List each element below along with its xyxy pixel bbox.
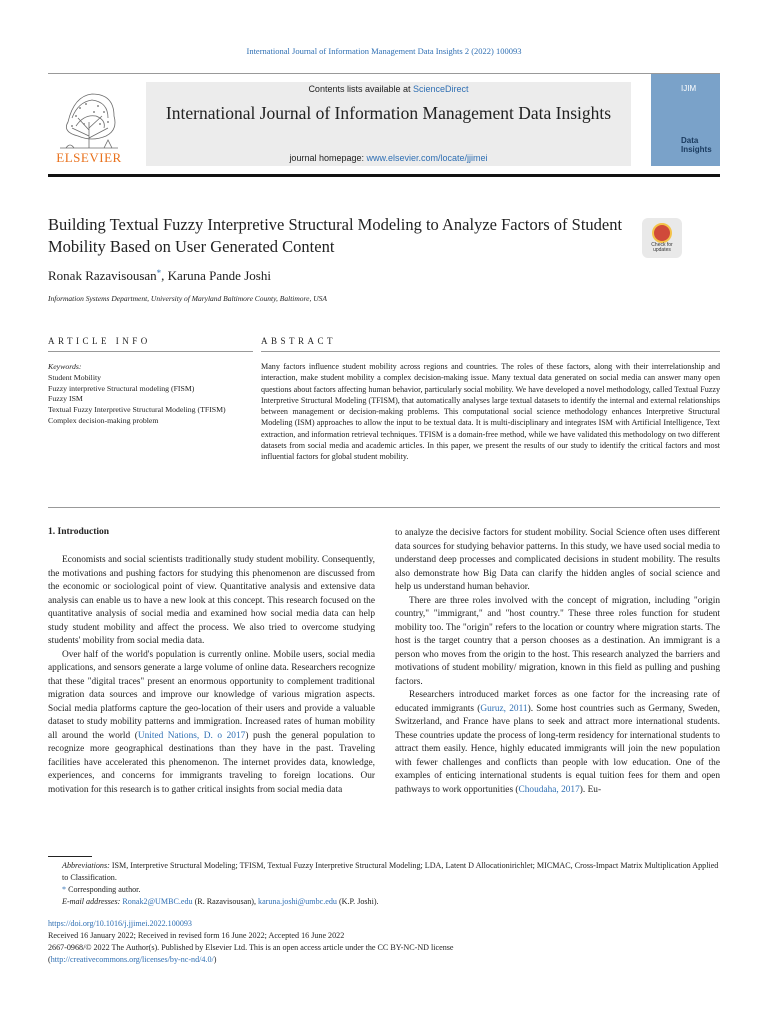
received-dates: Received 16 January 2022; Received in revised form 16 June 2022; Accepted 16 June 2022 — [48, 931, 345, 940]
author-list — [48, 268, 271, 284]
keyword-item: Fuzzy interpretive Structural modeling (FISM) — [48, 383, 195, 393]
header-thick-rule — [48, 174, 720, 177]
abbreviations-footnote — [48, 860, 720, 884]
body-paragraph: Economists and social scientists traditionally study student mobility. Consequently, the motivations and pushing factors for studying this phenomenon are discussed from the economic or sociological point of view. Quantitative analysis and extensive data analysis can enable us to have a new look at this concept. This research focused on the quantitative analysis of social media and examined how social media data can help study student mobility and affect the process. We also tried to overcome studying students' mobility from social media data. — [48, 555, 375, 646]
journal-cover-image[interactable] — [651, 74, 720, 166]
paragraph-text: ). Some host countries such as Germany, Sweden, Switzerland, and France have plans to seek and attract more international students. These countries update the process of long-term residency for international students to attract them easily. Hence, highly educated immigrants will join the new population with fewer challenges and conflicts than people with low education. One of the examples of enticing international students is equal tuition fees for them and open pathways to work opportunities ( — [395, 703, 721, 795]
license-url-line — [48, 954, 720, 966]
abstract-heading: ABSTRACT — [261, 336, 337, 346]
article-title: Building Textual Fuzzy Interpretive Structural Modeling to Analyze Factors of Student Mobility Based on User Generated Content — [48, 215, 623, 256]
license-link[interactable]: http://creativecommons.org/licenses/by-nc-nd/4.0/ — [50, 955, 214, 964]
left-column — [48, 554, 375, 797]
citation-link[interactable]: United Nations, D. o 2017 — [137, 730, 246, 741]
contents-available-line — [146, 84, 631, 94]
email-label: E-mail addresses: — [62, 897, 121, 906]
license-text: 2667-0968/© 2022 The Author(s). Published by Elsevier Ltd. This is an open access article under the CC BY-NC-ND license — [48, 943, 454, 952]
corresponding-author-link[interactable]: * — [156, 268, 162, 278]
body-paragraph: to analyze the decisive factors for student mobility. Social Science often uses different data sources for studying behavior patterns. In this study, we have used social media to understand deep processes and complicated decisions in student mobility. The results also demonstrate how Big Data can clarify the hidden angles of social science and help us understand human behavior. — [395, 528, 720, 592]
corresponding-footnote — [48, 884, 720, 896]
paragraph-text: Over half of the world's population is currently online. Mobile users, social media applications, and sensors generate a large volume of online data. Researchers recognize that these "digital traces" present an enormous opportunity to complement traditional migration data sources and improve our knowledge of various migration aspects. Social media platforms capture the geo-location of their users and provide a valuable dataset to study mobility patterns and immigration. Increased rates of human mobility all around the world ( — [48, 649, 375, 741]
journal-homepage-link[interactable]: www.elsevier.com/locate/jjimei — [366, 153, 488, 163]
body-paragraph: There are three roles involved with the concept of migration, including "origin country," "immigrant," and "host country." These three roles function for student mobility too. The "origin" refers to the location or country where migration starts. The host is the target country that a person chooses as a destination. An immigrant is a person who moves from the origin to the host. This research analyzed the barriers and motivations of student mobility/ migration, known in this field as pulling and pushing factors. — [395, 595, 720, 687]
body-paragraph — [48, 649, 375, 798]
homepage-prefix: journal homepage: — [289, 153, 364, 163]
author-separator: , — [161, 268, 168, 283]
paragraph-text: Researchers introduced market forces as one factor for the increasing rate of educated immigrants ( — [395, 690, 720, 714]
keyword-item: Complex decision-making problem — [48, 415, 159, 425]
email-link[interactable]: karuna.joshi@umbc.edu — [258, 897, 337, 906]
abstract-text: Many factors influence student mobility across regions and countries. The roles of these factors, along with their interrelationship and interaction, make student mobility a complex decision-making issue. Many textual data generated on social media can answer many open questions about factors affecting human behavior, particularly social mobility. We have developed a novel methodology, called Textual Fuzzy Interpretive Structural Modeling (TFISM), that automatically analyses large textual datasets to identify the internal and external relationships between management or decision-making problems. This computational social science methodology enhances Interpretive Structural Modeling (ISM) approaches to allow the input to be textual data. It is multi-disciplinary and integrates ISM with Artificial Intelligence, Text extraction, and information retrieval techniques. TFISM is a domain-free method, while we have validated this methodology on two different datasets from social media and academic articles. In this paper, we present the results of our study to identify the critical factors and most influential factors for global student mobility. — [261, 362, 720, 462]
keywords-list — [48, 362, 253, 427]
cover-title: Data Insights — [681, 136, 712, 154]
corresponding-star: * — [62, 885, 67, 894]
check-updates-label: Check for updates — [651, 242, 673, 253]
right-column — [395, 527, 720, 797]
author-name: Ronak Razavisousan — [48, 268, 157, 283]
section-heading-introduction: 1. Introduction — [48, 527, 110, 537]
doi-link[interactable]: https://doi.org/10.1016/j.jjimei.2022.100093 — [48, 919, 192, 928]
author-affiliation: Information Systems Department, University of Maryland Baltimore County, Baltimore, USA — [48, 294, 327, 303]
journal-homepage-line — [146, 153, 631, 163]
abbreviations-label: Abbreviations: — [62, 861, 110, 870]
paren-close: ) — [213, 955, 217, 964]
abbreviations-text: ISM, Interpretive Structural Modeling; TFISM, Textual Fuzzy Interpretive Structural Modeling; LDA, Latent D Allocationirichlet; MICMAC, Cross-Impact Matrix Multiplication Applied to Classification. — [62, 861, 719, 882]
email-link[interactable]: Ronak2@UMBC.edu — [122, 897, 193, 906]
paragraph-text: ) push the general population to recognize more geographical destinations than they have in the past. Traveling facilities have accelerated this phenomenon. The internet provides data, knowledge, experiences, and concerns for immigrants traveling to foreign locations. Our motivation for this research is to gather critical insights from social media data — [48, 730, 375, 795]
sciencedirect-link[interactable]: ScienceDirect — [413, 84, 469, 94]
header-divider — [48, 73, 720, 74]
email-owner: (R. Razavisousan), — [192, 897, 259, 906]
keyword-item: Student Mobility — [48, 372, 102, 382]
keywords-label: Keywords: — [48, 362, 82, 371]
citation-link[interactable]: Guruz, 2011 — [480, 703, 528, 714]
check-for-updates-button[interactable] — [642, 218, 682, 258]
paren-open: ( — [48, 955, 51, 964]
elsevier-wordmark: ELSEVIER — [56, 150, 122, 165]
journal-title: International Journal of Information Management Data Insights — [165, 103, 612, 123]
contents-prefix: Contents lists available at — [308, 84, 411, 94]
article-metadata — [48, 918, 720, 966]
cover-code: IJIM — [681, 84, 697, 93]
email-footnote — [48, 896, 720, 908]
abstract-bottom-rule — [48, 507, 720, 508]
email-owner: (K.P. Joshi). — [336, 897, 379, 906]
abstract-divider — [261, 351, 720, 352]
author-name: Karuna Pande Joshi — [167, 268, 271, 283]
footnotes — [48, 860, 720, 908]
paragraph-text: ). Eu- — [579, 784, 602, 795]
keyword-item: Textual Fuzzy Interpretive Structural Modeling (TFISM) — [48, 405, 226, 415]
article-info-heading: ARTICLE INFO — [48, 336, 151, 346]
body-paragraph — [395, 689, 720, 797]
citation-link[interactable]: Choudaha, 2017 — [518, 784, 580, 795]
journal-citation-link[interactable]: International Journal of Information Management Data Insights 2 (2022) 100093 — [246, 46, 522, 56]
check-updates-icon — [652, 223, 672, 243]
corresponding-text: Corresponding author. — [66, 885, 141, 894]
article-info-divider — [48, 351, 253, 352]
keyword-item: Fuzzy ISM — [48, 394, 83, 404]
footnote-divider — [48, 856, 92, 857]
